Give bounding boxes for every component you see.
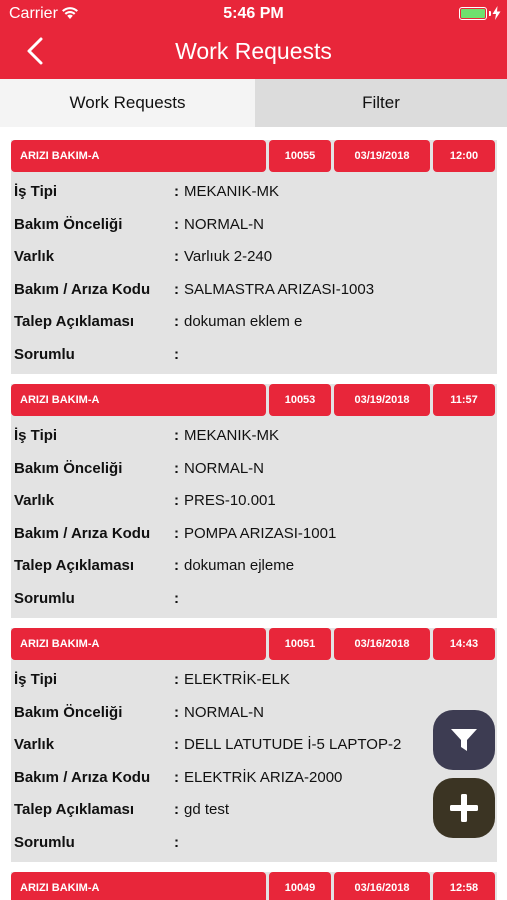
card-header	[11, 872, 497, 900]
field-separator: :	[174, 768, 179, 786]
field-label: Talep Açıklaması	[14, 557, 135, 575]
request-type: ARIZI BAKIM-A	[11, 140, 266, 172]
field-row-bakim-ariza-kodu	[11, 763, 497, 796]
filter-fab-button[interactable]	[433, 710, 495, 770]
tab-work-requests[interactable]: Work Requests	[0, 79, 255, 127]
request-type: ARIZI BAKIM-A	[11, 872, 266, 900]
field-label: İş Tipi	[14, 427, 58, 444]
field-row-talep-aciklamasi	[11, 551, 497, 584]
field-row-bakim-onceligi	[11, 698, 497, 731]
field-label: Sorumlu	[14, 345, 75, 363]
field-value: MEKANIK-MK	[184, 427, 280, 444]
page-title: Work Requests	[175, 38, 332, 64]
field-separator: :	[174, 459, 179, 477]
request-number: 10055	[269, 140, 331, 172]
request-time: 14:43	[433, 628, 495, 660]
field-row-talep-aciklamasi	[11, 795, 497, 828]
field-row-is-tipi	[11, 177, 497, 210]
tab-filter[interactable]: Filter	[255, 79, 507, 127]
field-separator: :	[174, 833, 179, 851]
field-separator: :	[174, 313, 179, 331]
request-type: ARIZI BAKIM-A	[11, 384, 266, 416]
field-row-sorumlu	[11, 340, 497, 373]
status-bar	[0, 0, 507, 28]
field-separator: :	[174, 215, 179, 233]
field-value: POMPA ARIZASI-1001	[184, 524, 337, 542]
field-separator: :	[174, 248, 179, 266]
tab-bar	[0, 79, 507, 127]
field-separator: :	[174, 671, 179, 688]
field-label: Bakım / Arıza Kodu	[14, 768, 151, 786]
request-date: 03/19/2018	[334, 140, 430, 172]
request-number: 10053	[269, 384, 331, 416]
field-row-varlik	[11, 486, 497, 519]
field-label: Bakım Önceliği	[14, 215, 123, 233]
field-label: Sorumlu	[14, 589, 75, 607]
field-separator: :	[174, 492, 179, 510]
field-value: dokuman eklem e	[184, 313, 303, 331]
field-label: Bakım / Arıza Kodu	[14, 524, 151, 542]
field-separator: :	[174, 557, 179, 575]
field-value: ELEKTRİK ARIZA-2000	[184, 768, 343, 786]
request-type: ARIZI BAKIM-A	[11, 628, 266, 660]
field-row-bakim-ariza-kodu	[11, 519, 497, 552]
add-request-fab-button[interactable]	[433, 778, 495, 838]
field-row-bakim-onceligi	[11, 210, 497, 243]
field-value: dokuman ejleme	[184, 557, 295, 575]
field-row-varlik	[11, 730, 497, 763]
field-label: İş Tipi	[14, 671, 58, 688]
field-value: SALMASTRA ARIZASI-1003	[184, 280, 375, 298]
field-value: DELL LATUTUDE İ-5 LAPTOP-2	[184, 736, 402, 754]
field-value: MEKANIK-MK	[184, 183, 280, 200]
field-label: Talep Açıklaması	[14, 801, 135, 819]
field-value: Varlıuk 2-240	[184, 248, 273, 266]
field-label: Talep Açıklaması	[14, 313, 135, 331]
field-separator: :	[174, 736, 179, 754]
field-row-talep-aciklamasi	[11, 307, 497, 340]
request-time: 12:00	[433, 140, 495, 172]
field-value: PRES-10.001	[184, 492, 276, 510]
field-value: ELEKTRİK-ELK	[184, 671, 290, 688]
battery-icon	[459, 7, 487, 20]
navigation-bar	[0, 0, 507, 79]
field-separator: :	[174, 183, 179, 200]
field-row-is-tipi	[11, 421, 497, 454]
field-label: Bakım Önceliği	[14, 703, 123, 721]
card-header	[11, 384, 497, 416]
field-row-bakim-ariza-kodu	[11, 275, 497, 308]
field-label: Bakım / Arıza Kodu	[14, 280, 151, 298]
work-request-card[interactable]	[11, 384, 497, 618]
field-label: Varlık	[14, 248, 55, 266]
request-time: 12:58	[433, 872, 495, 900]
request-date: 03/19/2018	[334, 384, 430, 416]
field-separator: :	[174, 345, 179, 363]
work-request-card[interactable]	[11, 140, 497, 374]
funnel-icon	[449, 726, 479, 754]
field-separator: :	[174, 524, 179, 542]
field-separator: :	[174, 280, 179, 298]
request-number: 10051	[269, 628, 331, 660]
card-header	[11, 140, 497, 172]
field-label: Bakım Önceliği	[14, 459, 123, 477]
request-date: 03/16/2018	[334, 628, 430, 660]
field-separator: :	[174, 427, 179, 444]
field-separator: :	[174, 703, 179, 721]
field-separator: :	[174, 589, 179, 607]
request-time: 11:57	[433, 384, 495, 416]
request-number: 10049	[269, 872, 331, 900]
field-label: Varlık	[14, 736, 55, 754]
field-row-sorumlu	[11, 828, 497, 861]
work-request-list	[11, 140, 497, 900]
field-row-varlik	[11, 242, 497, 275]
field-row-sorumlu	[11, 584, 497, 617]
work-request-card[interactable]	[11, 872, 497, 900]
charging-bolt-icon	[492, 6, 501, 20]
card-header	[11, 628, 497, 660]
field-label: İş Tipi	[14, 183, 58, 200]
field-label: Varlık	[14, 492, 55, 510]
field-value: NORMAL-N	[184, 703, 265, 721]
request-date: 03/16/2018	[334, 872, 430, 900]
field-row-is-tipi	[11, 665, 497, 698]
field-separator: :	[174, 801, 179, 819]
field-value: gd test	[184, 801, 230, 819]
battery-tip	[489, 11, 491, 16]
field-value: NORMAL-N	[184, 459, 265, 477]
status-time: 5:46 PM	[223, 5, 284, 22]
work-request-card[interactable]	[11, 628, 497, 862]
field-value: NORMAL-N	[184, 215, 265, 233]
carrier-label: Carrier	[9, 5, 58, 22]
plus-icon	[449, 793, 479, 823]
field-label: Sorumlu	[14, 833, 75, 851]
field-row-bakim-onceligi	[11, 454, 497, 487]
